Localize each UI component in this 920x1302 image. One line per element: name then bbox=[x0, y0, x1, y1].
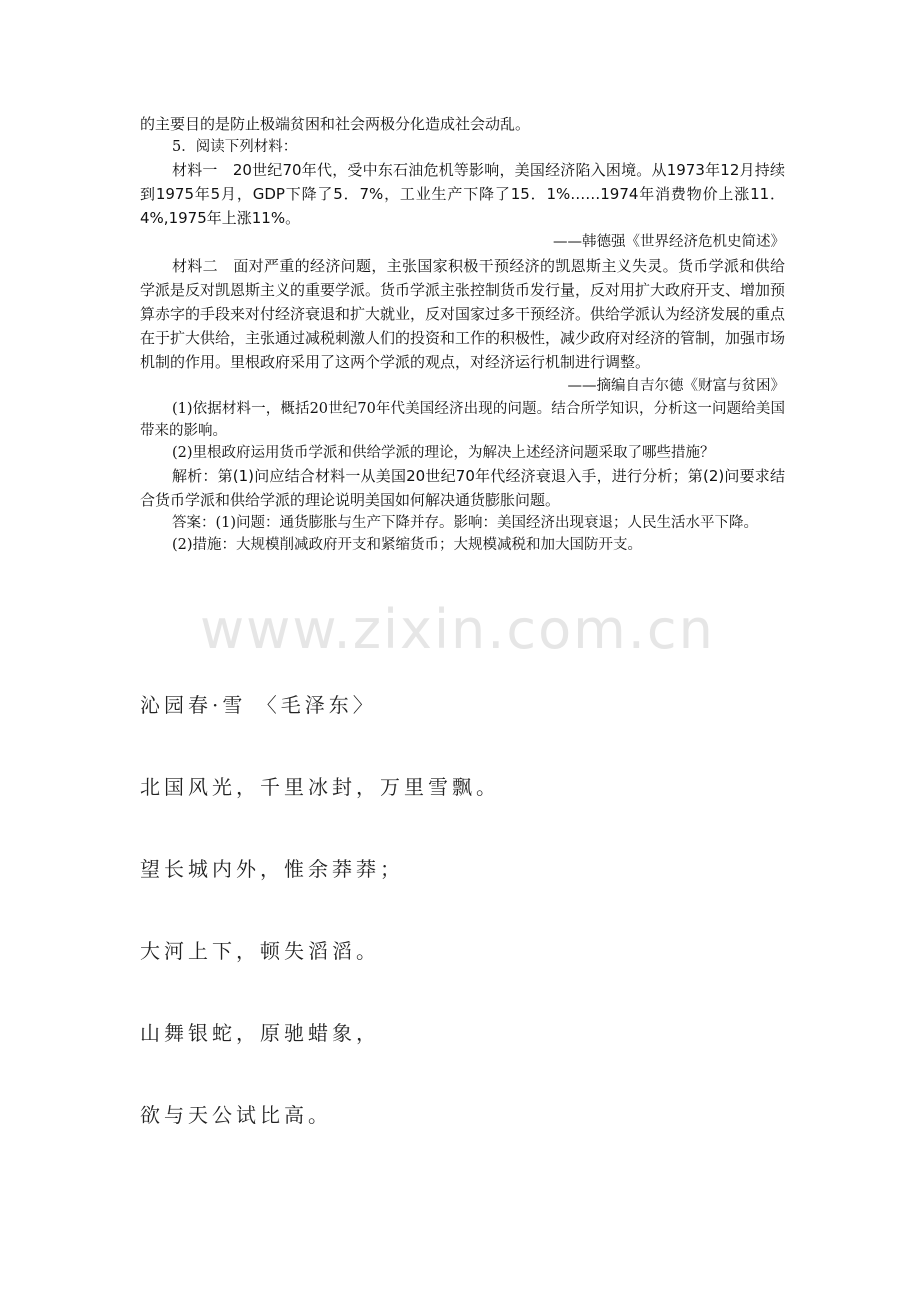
analysis: 解析：第(1)问应结合材料一从美国20世纪70年代经济衰退入手，进行分析；第(2)问要求结合货币学派和供给学派的理论说明美国如何解决通货膨胀问题。 bbox=[140, 467, 785, 509]
poem-line: 大河上下，顿失滔滔。 bbox=[140, 939, 380, 963]
poem-title: 沁园春·雪 〈毛泽东〉 bbox=[140, 693, 377, 717]
poem-line: 望长城内外，惟余莽莽； bbox=[140, 857, 404, 881]
answer-2: (2)措施：大规模削减政府开支和紧缩货币；大规模减税和加大国防开支。 bbox=[172, 537, 643, 553]
material-two: 材料二 面对严重的经济问题，主张国家积极干预经济的凯恩斯主义失灵。货币学派和供给学派是反对凯恩斯主义的重要学派。货币学派主张控制货币发行量，反对用扩大政府开支、增加预算赤字的手段来对付经济衰退和扩大就业，反对国家过多干预经济。供给学派认为经济发展的重点在于扩大供给，主张通过减税刺激人们的投资和工作的积极性，减少政府对经济的管制，加强市场机制的作用。里根政府采用了这两个学派的观点，对经济运行机制进行调整。 bbox=[140, 257, 786, 371]
paragraph-intro: 的主要目的是防止极端贫困和社会两极分化造成社会动乱。 bbox=[140, 115, 531, 133]
material-one-source: ——韩德强《世界经济危机史简述》 bbox=[553, 234, 785, 250]
sub-question-1: (1)依据材料一，概括20世纪70年代美国经济出现的问题。结合所学知识，分析这一问题给美国带来的影响。 bbox=[140, 401, 785, 439]
material-one: 材料一 20世纪70年代，受中东石油危机等影响，美国经济陷入困境。从1973年12月持续到1975年5月，GDP下降了5．7%，工业生产下降了15．1%……1974年消费物价上涨11．4%,1975年上涨11%。 bbox=[140, 161, 785, 227]
material-two-source: ——摘编自吉尔德《财富与贫困》 bbox=[567, 378, 785, 394]
sub-question-2: (2)里根政府运用货币学派和供给学派的理论，为解决上述经济问题采取了哪些措施？ bbox=[172, 445, 715, 461]
exam-document bbox=[140, 112, 785, 556]
watermark: www.zixin.com.cn bbox=[200, 598, 715, 661]
answer-1: 答案：(1)问题：通货膨胀与生产下降并存。影响：美国经济出现衰退；人民生活水平下降。 bbox=[172, 515, 759, 531]
question-5-heading: 5．阅读下列材料： bbox=[172, 139, 298, 155]
poem-line: 北国风光，千里冰封，万里雪飘。 bbox=[140, 775, 500, 799]
poem-line: 欲与天公试比高。 bbox=[140, 1103, 332, 1127]
poem-line: 山舞银蛇，原驰蜡象， bbox=[140, 1021, 380, 1045]
poem bbox=[140, 690, 840, 1182]
